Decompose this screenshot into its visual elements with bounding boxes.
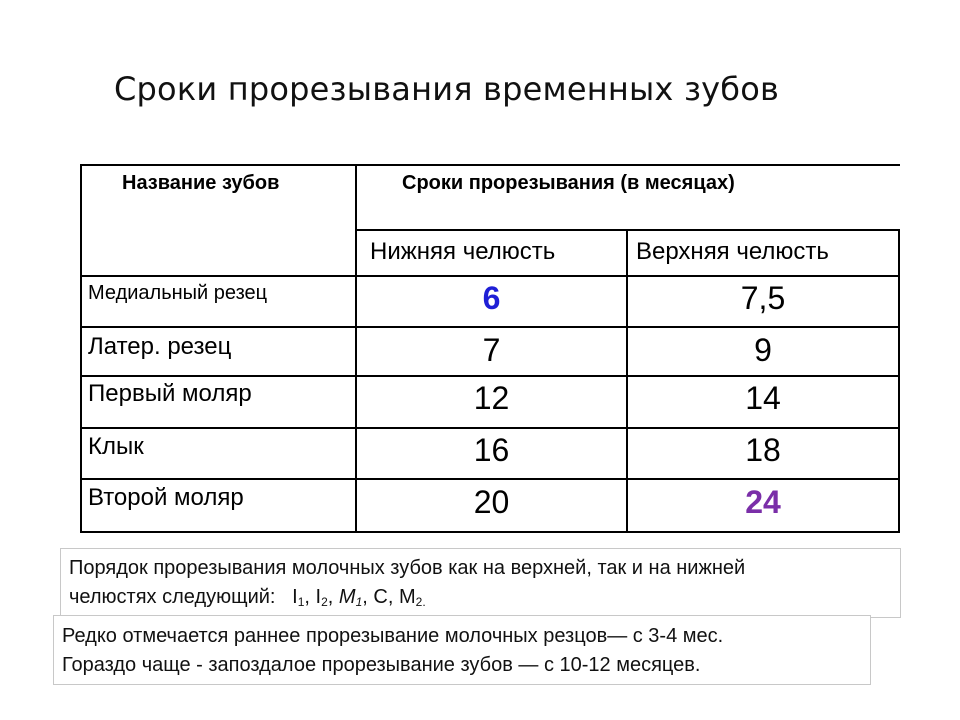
upper-jaw-month: 18 — [745, 432, 781, 468]
upper-jaw-month: 14 — [745, 380, 781, 416]
lower-jaw-month: 6 — [482, 280, 501, 316]
slide-title: Сроки прорезывания временных зубов — [114, 70, 780, 108]
tooth-code: С — [373, 586, 388, 608]
table-rule-sub — [356, 229, 900, 231]
note-line: Редко отмечается раннее прорезывание молочных резцов— с 3-4 мес. — [62, 625, 724, 647]
table-rule-left — [80, 164, 82, 533]
note-line: челюстях следующий: $I_1$, $I_2$, $M_1$, С, $M_{2.}$ — [69, 586, 426, 609]
subheader-lower-jaw: Нижняя челюсть — [370, 238, 556, 265]
table-rule-top — [80, 164, 900, 166]
note-prefix: челюстях следующий: — [69, 586, 276, 608]
upper-jaw-month: 7,5 — [740, 280, 786, 316]
table-rule-row — [80, 375, 900, 377]
lower-jaw-month: 7 — [482, 332, 501, 368]
tooth-name: Клык — [88, 433, 144, 460]
table-rule-header-bottom — [80, 275, 900, 277]
note-line: Гораздо чаще - запоздалое прорезывание зубов — с 10-12 месяцев. — [62, 654, 701, 676]
header-eruption-period: Сроки прорезывания (в месяцах) — [402, 172, 735, 194]
tooth-name: Первый моляр — [88, 380, 252, 407]
tooth-code: $I_2$ — [315, 586, 328, 609]
tooth-code: $I_1$ — [292, 586, 305, 609]
table-rule-row — [80, 427, 900, 429]
lower-jaw-month: 20 — [473, 484, 510, 520]
lower-jaw-month: 12 — [473, 380, 510, 416]
note-line: Порядок прорезывания молочных зубов как на верхней, так и на нижней — [69, 557, 746, 579]
table-rule-bottom — [80, 531, 900, 533]
header-tooth-name: Название зубов — [122, 172, 280, 194]
tooth-name: Второй моляр — [88, 484, 244, 511]
subheader-upper-jaw: Верхняя челюсть — [636, 238, 829, 265]
tooth-code: $M_1$ — [338, 586, 363, 609]
eruption-timing-note — [53, 615, 871, 685]
tooth-code: $M_{2.}$ — [398, 586, 426, 609]
tooth-name: Латер. резец — [88, 333, 232, 360]
tooth-name: Медиальный резец — [88, 282, 268, 304]
table-rule-row — [80, 478, 900, 480]
eruption-order-note — [60, 548, 901, 618]
lower-jaw-month: 16 — [473, 432, 510, 468]
table-rule-right — [898, 229, 900, 533]
table-rule-row — [80, 326, 900, 328]
upper-jaw-month: 24 — [745, 484, 781, 520]
upper-jaw-month: 9 — [754, 332, 772, 368]
